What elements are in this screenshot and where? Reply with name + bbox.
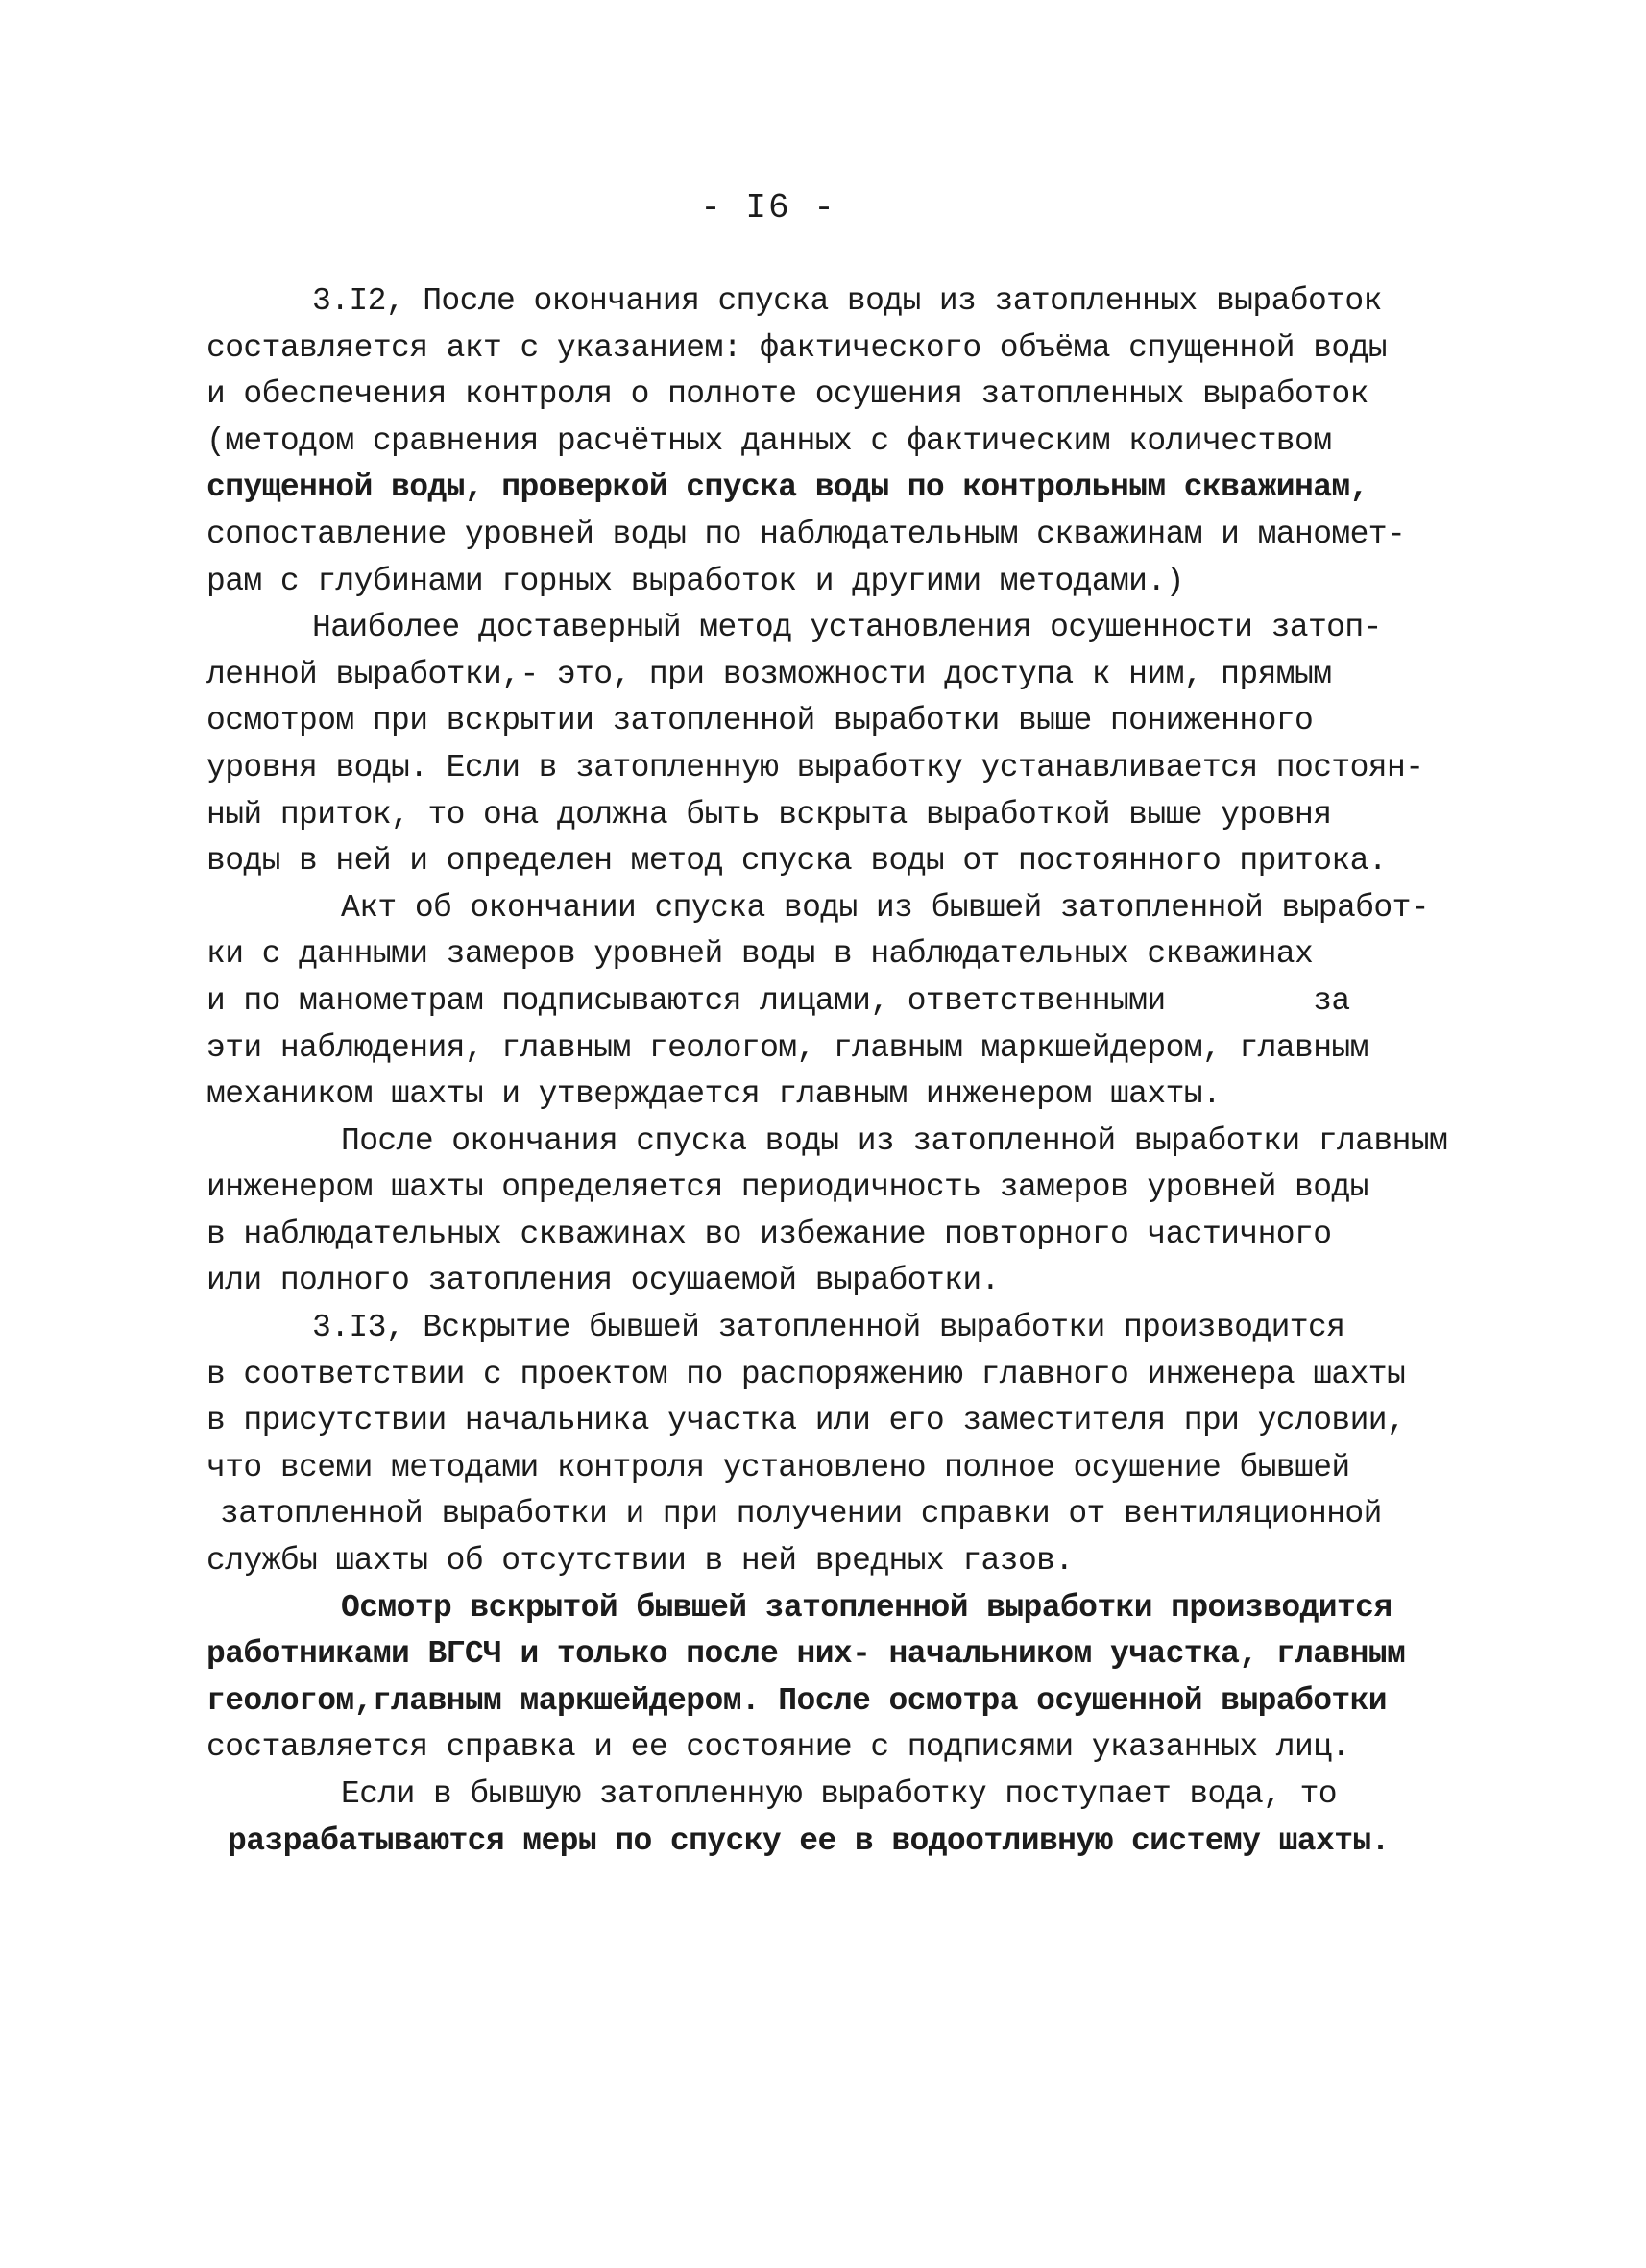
text-line: ки с данными замеров уровней воды в наблюдательных скважинах — [206, 936, 1314, 973]
text-line: инженером шахты определяется периодичность замеров уровней воды — [206, 1170, 1368, 1206]
text-line: затопленной выработки и при получении справки от вентиляционной — [220, 1496, 1382, 1532]
text-line: Наиболее доставерный метод установления осушенности затоп- — [312, 610, 1382, 646]
text-line: и по манометрам подписываются лицами, ответственными за — [206, 982, 1350, 1019]
text-line: составляется акт с указанием: фактического объёма спущенной воды — [206, 329, 1388, 366]
text-line: геологом,главным маркшейдером. После осмотра осушенной выработки — [206, 1682, 1388, 1719]
text-line: осмотром при вскрытии затопленной выработки выше пониженного — [206, 703, 1314, 739]
text-line: уровня воды. Если в затопленную выработку устанавливается постоян- — [206, 749, 1424, 785]
text-line: ленной выработки,- это, при возможности доступа к ним, прямым — [206, 656, 1332, 692]
text-line: что всеми методами контроля установлено полное осушение бывшей — [206, 1449, 1350, 1485]
text-line: 3.I2, После окончания спуска воды из затопленных выработок — [312, 283, 1382, 319]
text-line: 3.I3, Вскрытие бывшей затопленной выработки производится — [312, 1310, 1345, 1346]
text-line: работниками ВГСЧ и только после них- начальником участка, главным — [206, 1636, 1406, 1673]
text-line: ный приток, то она должна быть вскрыта выработкой выше уровня — [206, 796, 1332, 832]
text-line: в соответствии с проектом по распоряжению главного инженера шахты — [206, 1356, 1406, 1392]
text-line: рам с глубинами горных выработок и другими методами.) — [206, 563, 1184, 599]
text-line: службы шахты об отсутствии в ней вредных газов. — [206, 1543, 1074, 1580]
text-line: или полного затопления осушаемой выработки. — [206, 1263, 1000, 1299]
text-line: Акт об окончании спуска воды из бывшей затопленной выработ- — [341, 889, 1429, 926]
text-line: (методом сравнения расчётных данных с фактическим количеством — [206, 422, 1332, 459]
text-line: воды в ней и определен метод спуска воды от постоянного притока. — [206, 843, 1388, 880]
text-line: Осмотр вскрытой бывшей затопленной выработки производится — [341, 1589, 1392, 1626]
text-line: механиком шахты и утверждается главным инженером шахты. — [206, 1076, 1222, 1113]
text-line: составляется справка и ее состояние с подписями указанных лиц. — [206, 1729, 1350, 1766]
text-line: разрабатываются меры по спуску ее в водоотливную систему шахты. — [228, 1822, 1390, 1859]
text-line: эти наблюдения, главным геологом, главным маркшейдером, главным — [206, 1029, 1368, 1066]
text-line: и обеспечения контроля о полноте осушения затопленных выработок — [206, 376, 1368, 413]
text-line: Если в бывшую затопленную выработку поступает вода, то — [341, 1776, 1337, 1812]
text-line: в присутствии начальника участка или его заместителя при условии, — [206, 1403, 1406, 1439]
text-line: сопоставление уровней воды по наблюдательным скважинам и маномет- — [206, 516, 1406, 552]
text-line: После окончания спуска воды из затопленной выработки главным — [341, 1122, 1448, 1159]
text-line: спущенной воды, проверкой спуска воды по контрольным скважинам, — [206, 470, 1368, 506]
page-number: - I6 - — [700, 188, 836, 228]
text-line: в наблюдательных скважинах во избежание повторного частичного — [206, 1216, 1332, 1252]
body-text — [206, 278, 1474, 1865]
